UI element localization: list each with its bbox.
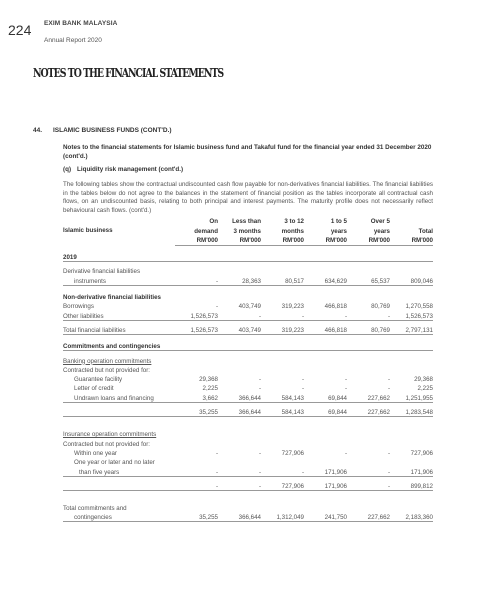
col-header-l1	[390, 217, 433, 226]
table-cell: 171,906	[390, 466, 433, 476]
col-header-l2: years	[373, 227, 390, 235]
table-cell: -	[387, 385, 390, 393]
one-year-later-label-cont: than five years	[63, 466, 175, 476]
table-cell: 2,225	[417, 385, 433, 393]
table-cell: 29,368	[414, 376, 433, 384]
table-cell: 727,906	[410, 449, 433, 457]
table-cell: 809,046	[390, 275, 433, 285]
col-header-unit: RM'000	[347, 236, 390, 246]
table-cell: 634,629	[304, 275, 347, 285]
table-cell: 171,906	[304, 466, 347, 476]
table-cell: 3,662	[175, 392, 218, 402]
year-heading: 2019	[63, 252, 433, 262]
table-cell: 366,644	[218, 392, 261, 402]
row-label-header: Islamic business	[63, 227, 113, 235]
table-cell: -	[258, 449, 261, 457]
table-cell: 80,517	[261, 275, 304, 285]
undrawn-label: Undrawn loans and financing	[63, 392, 175, 402]
col-header-unit: RM'000	[218, 236, 261, 246]
col-header-unit: RM'000	[304, 236, 347, 246]
one-year-later-label: One year or later and no later	[74, 459, 155, 467]
table-cell: -	[175, 481, 218, 491]
table-cell: -	[175, 466, 218, 476]
col-header-l2: years	[330, 227, 347, 235]
table-cell: 69,844	[304, 407, 347, 417]
table-cell: -	[261, 466, 304, 476]
subsection-title: Liquidity risk management (cont'd.)	[77, 166, 184, 173]
commitments-heading: Commitments and contingencies	[63, 341, 433, 351]
section-number: 44.	[33, 127, 43, 134]
total-commitments-label-cont: contingencies	[63, 512, 175, 522]
table-cell: 584,143	[261, 407, 304, 417]
liquidity-table	[63, 217, 433, 522]
table-cell: -	[344, 449, 347, 457]
table-cell: 69,844	[304, 392, 347, 402]
table-cell: -	[175, 275, 218, 285]
table-cell: -	[218, 466, 261, 476]
table-cell: 466,818	[304, 325, 347, 335]
col-header-l2: 3 months	[233, 227, 261, 235]
within-one-year-label: Within one year	[74, 449, 117, 457]
table-cell: 171,906	[304, 481, 347, 491]
table-cell: 80,769	[371, 303, 390, 311]
col-header-l1: Less than	[232, 218, 261, 226]
total-commitments-label: Total commitments and	[63, 505, 127, 513]
table-cell: 403,749	[238, 303, 261, 311]
col-header-l2: Total	[418, 227, 433, 235]
table-cell: 466,818	[324, 303, 347, 311]
table-cell: -	[387, 449, 390, 457]
table-cell: 899,812	[390, 481, 433, 491]
table-cell: -	[215, 303, 218, 311]
table-cell: -	[258, 376, 261, 384]
table-cell: 227,662	[347, 512, 390, 522]
table-cell: 1,270,558	[405, 303, 433, 311]
table-cell: 727,906	[261, 481, 304, 491]
table-cell: 366,644	[218, 512, 261, 522]
col-header-l1: 3 to 12	[284, 218, 304, 226]
table-cell: 366,644	[218, 407, 261, 417]
bank-name: EXIM BANK MALAYSIA	[44, 20, 118, 27]
section-title: ISLAMIC BUSINESS FUNDS (CONT'D.)	[53, 127, 172, 134]
letter-of-credit-label: Letter of credit	[74, 385, 114, 393]
contracted-label: Contracted but not provided for:	[63, 440, 151, 448]
table-cell: 727,906	[281, 449, 304, 457]
section-intro: Notes to the financial statements for Islamic business fund and Takaful fund for the financial year ended 31 December 2020 (cont'd.)	[63, 144, 432, 160]
col-header-unit: RM'000	[261, 236, 304, 246]
nonderivative-heading: Non-derivative financial liabilities	[63, 294, 161, 302]
table-cell: -	[301, 376, 304, 384]
table-cell: -	[347, 481, 390, 491]
table-cell: -	[387, 376, 390, 384]
table-cell: 2,225	[202, 385, 218, 393]
table-cell: 319,223	[261, 325, 304, 335]
table-cell: -	[344, 385, 347, 393]
total-financial-liabilities-label: Total financial liabilities	[63, 325, 175, 335]
table-cell: 29,368	[199, 376, 218, 384]
table-cell: 35,255	[175, 407, 218, 417]
table-cell: 2,183,360	[390, 512, 433, 522]
table-cell: -	[344, 376, 347, 384]
table-cell: -	[258, 385, 261, 393]
table-cell: -	[301, 385, 304, 393]
banking-heading: Banking operation commitments	[63, 357, 152, 365]
subsection-number: (q)	[63, 166, 72, 173]
derivative-label: Derivative financial liabilities	[63, 268, 141, 276]
table-cell: 80,769	[347, 325, 390, 335]
col-header-unit: RM'000	[175, 236, 218, 246]
table-cell: -	[215, 449, 218, 457]
table-cell: 584,143	[261, 392, 304, 402]
table-cell: 227,662	[347, 407, 390, 417]
guarantee-label: Guarantee facility	[74, 376, 123, 384]
table-cell: -	[347, 310, 390, 320]
col-header-unit: RM'000	[390, 236, 433, 246]
table-cell: 2,797,131	[390, 325, 433, 335]
page-number: 224	[8, 22, 32, 38]
table-cell: -	[347, 466, 390, 476]
contracted-label: Contracted but not provided for:	[63, 366, 151, 374]
table-cell: 65,537	[347, 275, 390, 285]
table-cell: -	[261, 310, 304, 320]
table-cell: 1,251,955	[390, 392, 433, 402]
derivative-label-cont: instruments	[63, 275, 175, 285]
table-cell: 1,526,573	[390, 310, 433, 320]
table-cell: 35,255	[175, 512, 218, 522]
borrowings-label: Borrowings	[63, 303, 94, 311]
table-cell: 319,223	[281, 303, 304, 311]
table-cell: -	[218, 481, 261, 491]
col-header-l2: months	[281, 227, 304, 235]
explanatory-paragraph: The following tables show the contractual undiscounted cash flow payable for non-derivatives financial liabilities. The financial liabilities in the tables below do not agree to the balances in the statement of financial position as the tables incorporate all contractual cash flows, on an undiscounted basis, relating to both principal and interest payments. The maturity profile does not necessarily reflect behavioural cash flows. (cont'd.)	[63, 181, 433, 214]
table-cell: 227,662	[347, 392, 390, 402]
notes-title: NOTES TO THE FINANCIAL STATEMENTS	[33, 66, 224, 80]
col-header-l1: On	[209, 218, 218, 226]
other-liabilities-label: Other liabilities	[63, 310, 175, 320]
table-cell: 1,283,548	[390, 407, 433, 417]
table-cell: 241,750	[304, 512, 347, 522]
table-cell: 28,363	[218, 275, 261, 285]
table-cell: 403,749	[218, 325, 261, 335]
col-header-l1: Over 5	[370, 218, 390, 226]
col-header-l2: demand	[194, 227, 218, 235]
table-cell: 1,526,573	[175, 310, 218, 320]
table-cell: 1,312,049	[261, 512, 304, 522]
insurance-heading: Insurance operation commitments	[63, 431, 157, 439]
report-name: Annual Report 2020	[44, 37, 102, 44]
table-cell: 1,526,573	[175, 325, 218, 335]
col-header-l1: 1 to 5	[330, 218, 347, 226]
table-cell: -	[304, 310, 347, 320]
table-cell: -	[218, 310, 261, 320]
